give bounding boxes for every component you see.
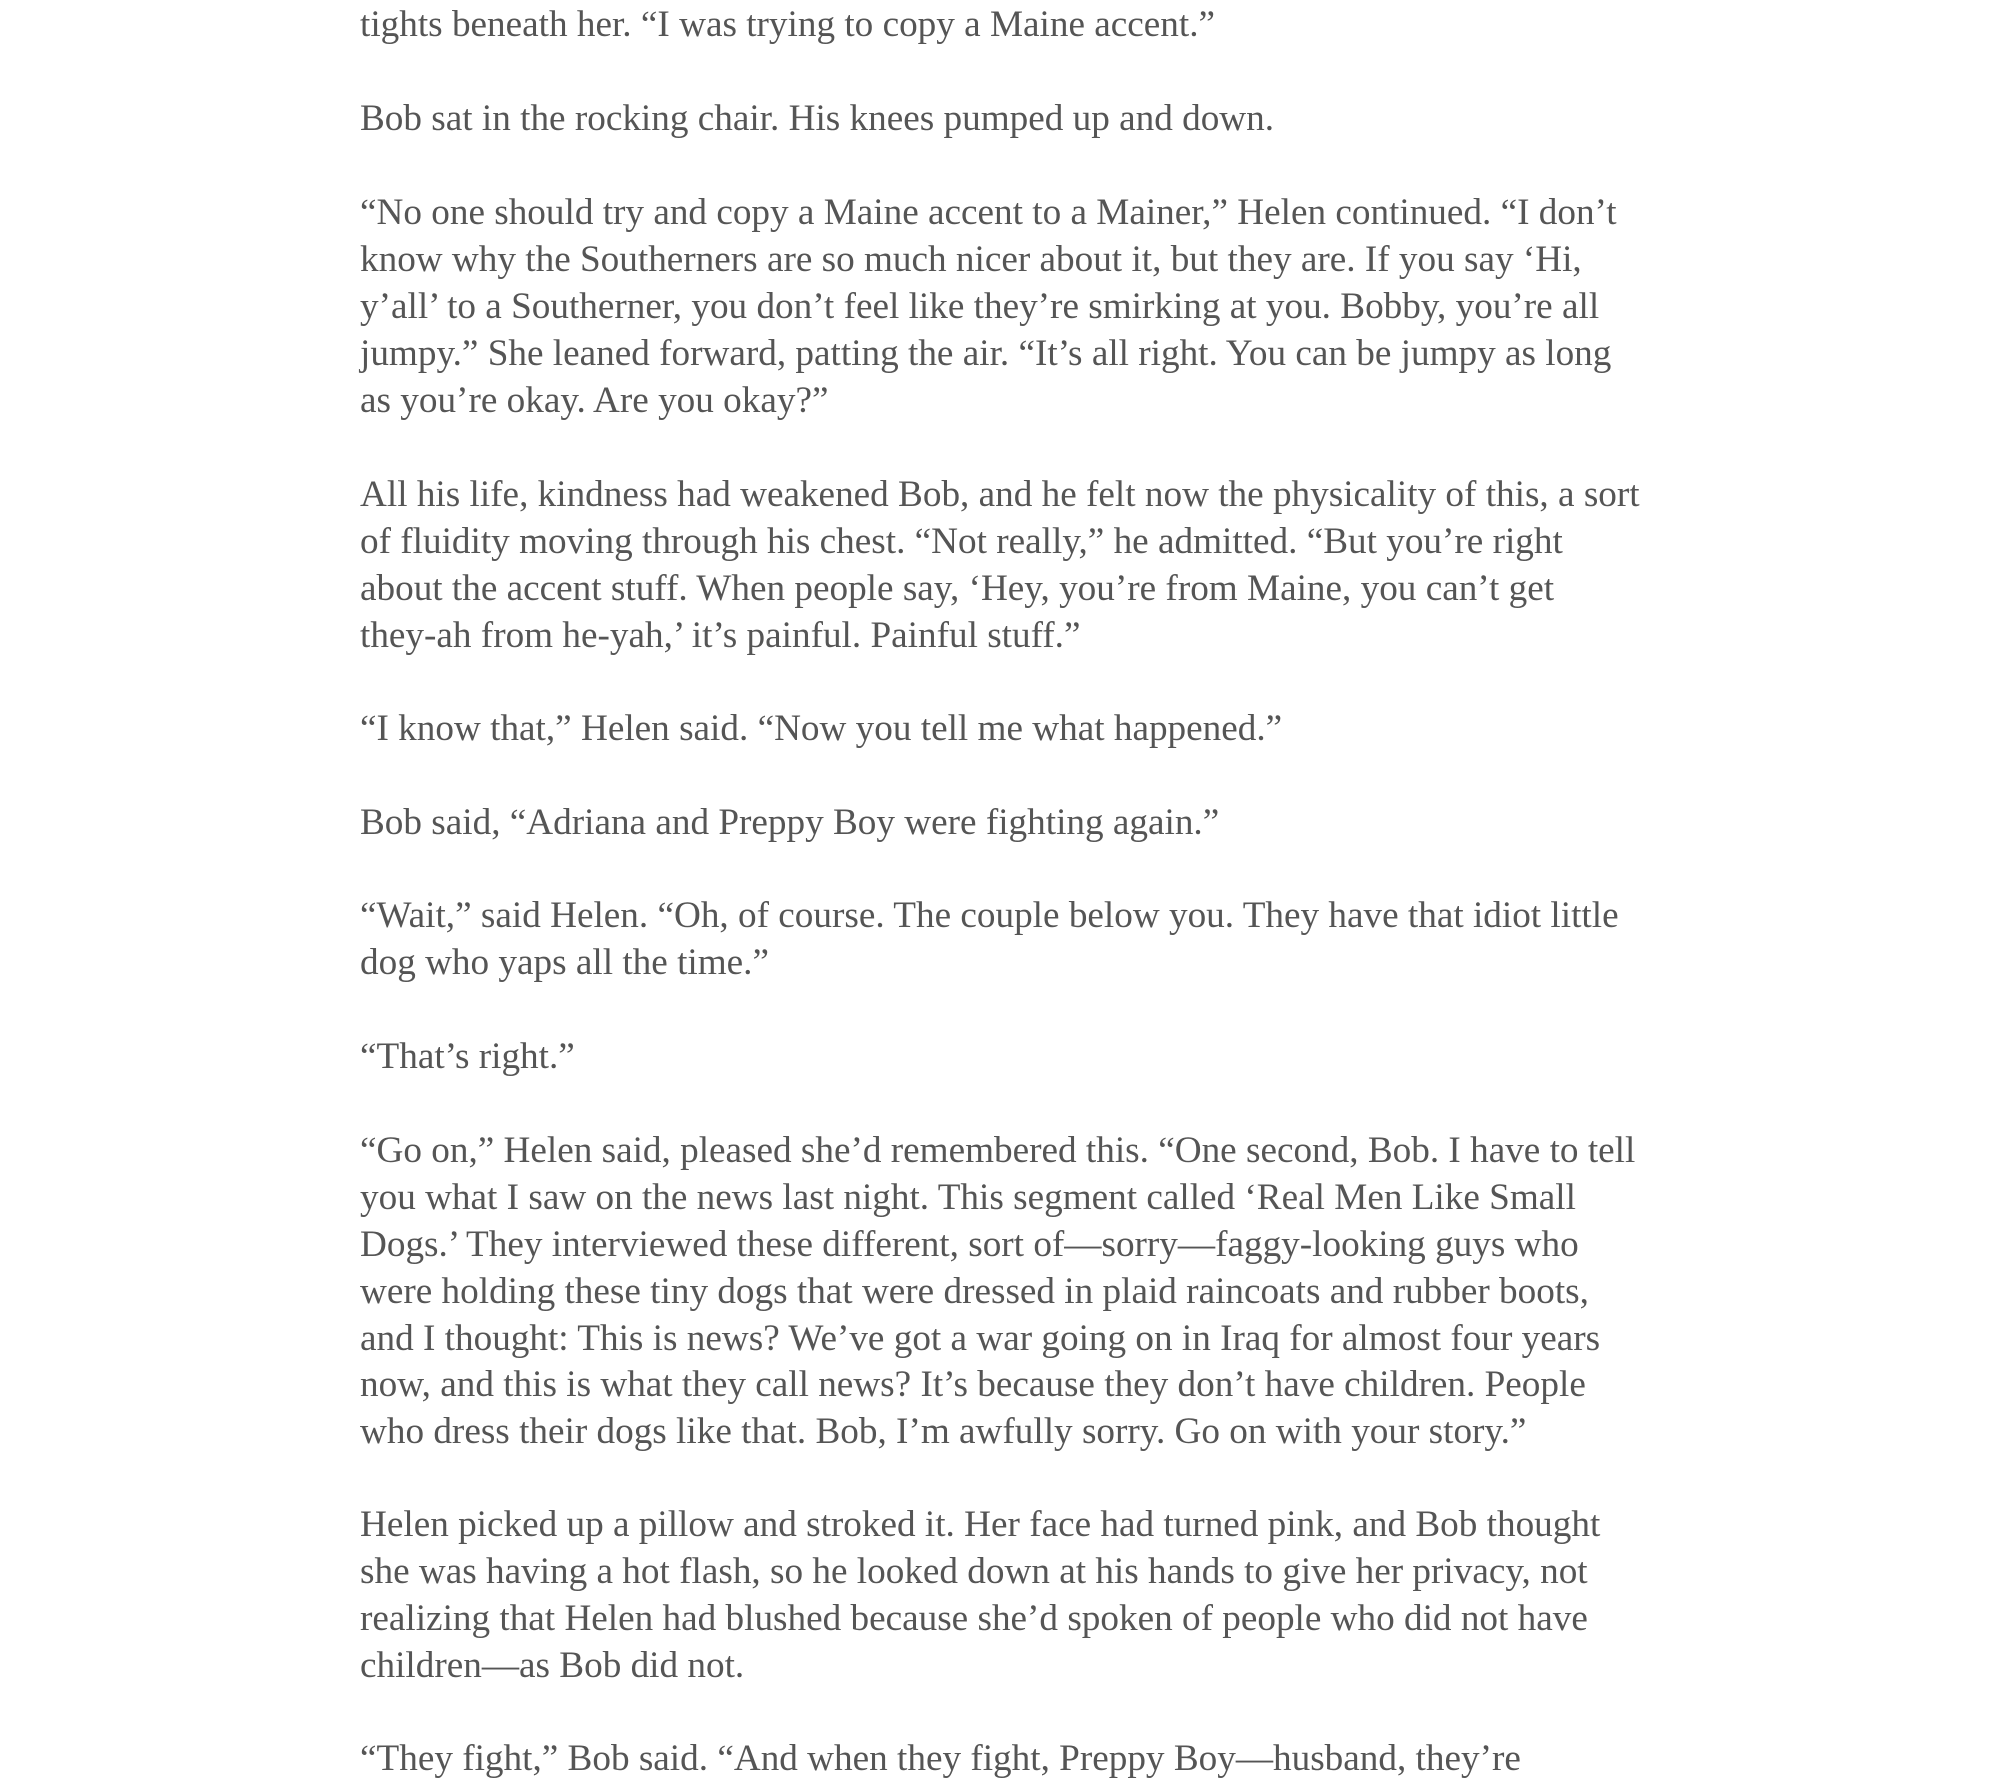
text-line: dog who yaps all the time.” — [360, 941, 769, 983]
text-line: Bob said, “Adriana and Preppy Boy were fighting again.” — [360, 802, 1220, 843]
text-line: All his life, kindness had weakened Bob, and he felt now the physicality of this, a sort — [360, 474, 1640, 515]
text-line: “No one should try and copy a Maine accent to a Mainer,” Helen continued. “I don’t — [360, 192, 1617, 233]
text-line: know why the Southerners are so much nicer about it, but they are. If you say ‘Hi, — [360, 238, 1582, 280]
text-line: Dogs.’ They interviewed these different, sort of—sorry—faggy-looking guys who — [360, 1223, 1579, 1265]
paragraph-7 — [360, 893, 1660, 987]
text-line: and I thought: This is news? We’ve got a war going on in Iraq for almost four years — [360, 1317, 1601, 1359]
paragraph-6 — [360, 800, 1660, 847]
paragraph-9 — [360, 1128, 1660, 1456]
text-line: about the accent stuff. When people say, ‘Hey, you’re from Maine, you can’t get — [360, 567, 1555, 609]
text-line: “They fight,” Bob said. “And when they fight, Preppy Boy—husband, they’re — [360, 1738, 1521, 1779]
paragraph-2 — [360, 96, 1660, 143]
text-line: “Wait,” said Helen. “Oh, of course. The couple below you. They have that idiot little — [360, 895, 1619, 936]
paragraph-4 — [360, 472, 1660, 660]
text-line: Bob sat in the rocking chair. His knees pumped up and down. — [360, 98, 1275, 139]
text-line: she was having a hot flash, so he looked down at his hands to give her privacy, not — [360, 1550, 1588, 1592]
text-line: now, and this is what they call news? It’s because they don’t have children. People — [360, 1364, 1586, 1406]
paragraph-11 — [360, 1736, 1660, 1783]
text-line: tights beneath her. “I was trying to copy a Maine accent.” — [360, 4, 1216, 45]
paragraph-1 — [360, 2, 1660, 49]
text-line: who dress their dogs like that. Bob, I’m awfully sorry. Go on with your story.” — [360, 1411, 1527, 1453]
text-line: children—as Bob did not. — [360, 1644, 745, 1686]
text-line: they-ah from he-yah,’ it’s painful. Painful stuff.” — [360, 614, 1081, 656]
text-line: “That’s right.” — [360, 1036, 575, 1077]
text-line: y’all’ to a Southerner, you don’t feel like they’re smirking at you. Bobby, you’re all — [360, 285, 1600, 327]
text-line: realizing that Helen had blushed because she’d spoken of people who did not have — [360, 1597, 1588, 1639]
paragraph-5 — [360, 706, 1660, 753]
text-line: “Go on,” Helen said, pleased she’d remembered this. “One second, Bob. I have to tell — [360, 1130, 1636, 1171]
paragraph-3 — [360, 190, 1660, 424]
text-line: were holding these tiny dogs that were dressed in plaid raincoats and rubber boots, — [360, 1270, 1589, 1312]
text-line: you what I saw on the news last night. This segment called ‘Real Men Like Small — [360, 1176, 1576, 1218]
text-line: as you’re okay. Are you okay?” — [360, 379, 829, 421]
text-line: “I know that,” Helen said. “Now you tell me what happened.” — [360, 708, 1283, 749]
text-line: of fluidity moving through his chest. “Not really,” he admitted. “But you’re right — [360, 520, 1563, 562]
text-line: Helen picked up a pillow and stroked it. Her face had turned pink, and Bob thought — [360, 1504, 1601, 1545]
text-line: jumpy.” She leaned forward, patting the air. “It’s all right. You can be jumpy as long — [360, 332, 1612, 374]
paragraph-10 — [360, 1502, 1660, 1690]
paragraph-8 — [360, 1034, 1660, 1081]
